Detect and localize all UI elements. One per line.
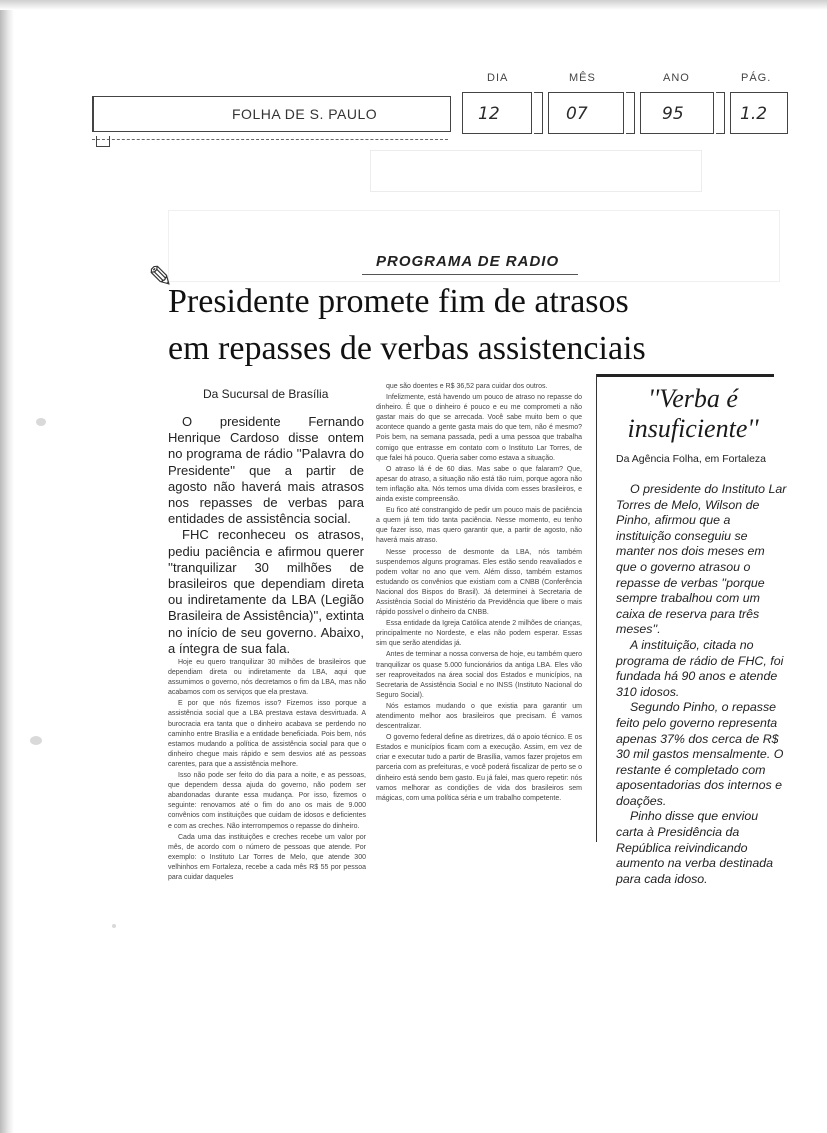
date-month-value: 07 [566,104,588,124]
clipping-stamp-tab [96,136,110,147]
pen-scribble-icon: ✎ [148,261,174,294]
clipping-stamp-underline [92,131,448,140]
sidebar-byline: Da Agência Folha, em Fortaleza [616,453,766,465]
body-paragraph: Isso não pode ser feito do dia para a noite, e as pessoas, que dependem dessa ajuda do governo, não podem ser abandonadas durante essa mudança. Por isso, fizemos o seguinte: renovamos até o fim do ano os mais de 9.000 convênios com instituições que cuidam de idosos e deficientes e com as creches. Não interrompemos o repasse do dinheiro. [168,772,366,830]
body-paragraph: Essa entidade da Igreja Católica atende 2 milhões de crianças, principalmente no Nordeste, e elas não podem esperar. Essas sim que serão atendidas já. [376,620,582,648]
date-month-label: MÊS [566,72,599,84]
body-paragraph: O governo federal define as diretrizes, dá o apoio técnico. E os Estados e municípios ficam com a execução. Assim, em vez de criar e executar tudo a partir de Brasília, vamos fazer projetos em parceria com as prefeituras, e você poderá fiscalizar de perto se o dinheiro está sendo bem gasto. Eu já falei, mas quero repetir: nós vamos melhorar as condições de vida dos brasileiros sem mágicas, com uma política séria e um trabalho competente. [376,734,582,802]
article-headline-line-2: em repasses de verbas assistenciais [168,330,646,367]
body-paragraph: Hoje eu quero tranquilizar 30 milhões de brasileiros que dependiam direta ou indiretamente da LBA, aqui que assumimos o governo, nós decretamos o fim da LBA, mas não acabamos com os serviços que ela prestava. [168,659,366,697]
scan-shadow-top [0,0,827,10]
body-paragraph: Cada uma das instituições e creches recebe um valor por mês, de acordo com o número de pessoas que atende. Por exemplo: o Instituto Lar Torres de Melo, que atende 300 velhinhos em Fortaleza, recebe a cada mês R$ 55 por pessoa para cuidar daqueles [168,833,366,881]
date-day-value: 12 [478,104,500,124]
date-year-label: ANO [660,72,693,84]
article-body-column-2 [376,382,582,887]
body-paragraph: Eu fico até constrangido de pedir um pouco mais de paciência a quem já tem tido tanta paciência. Nesse momento, eu tenho que fazer isso, mas quero garantir que, a partir de agosto, não haverá mais atraso. [376,507,582,545]
stamp-bracket [626,92,635,134]
body-paragraph: O atraso lá é de 60 dias. Mas sabe o que falaram? Que, apesar do atraso, a situação não está tão ruim, porque agora não tem inflação alta. Nós temos uma dívida com esses brasileiros, e ainda existe compreensão. [376,465,582,504]
article-byline: Da Sucursal de Brasília [203,387,329,401]
body-paragraph: que são doentes e R$ 36,52 para cuidar dos outros. [386,383,548,390]
scan-smudge [30,736,42,745]
body-paragraph: Infelizmente, está havendo um pouco de atraso no repasse do dinheiro. É que o dinheiro é pouco e eu me comprometi a não gastar mais do que se arrecada. Você sabe muito bem o que acontece quando a gente gasta mais do que tem, não é mesmo? Pois bem, na semana passada, pedi a uma pessoa que trabalha comigo que entrasse em contato com o Instituto Lar Torres, de que falei há pouco. Queria saber como estava a situação. [376,394,582,462]
sidebar-top-rule [596,374,774,377]
sidebar-body [616,482,788,887]
stamp-bracket [534,92,543,134]
scan-smudge [112,924,116,928]
sidebar-title: ''Verba é insuficiente'' [627,384,759,443]
ghost-bleed-area [168,210,780,282]
ghost-bleed-box [370,150,702,192]
lede-paragraph: O presidente Fernando Henrique Cardoso disse ontem no programa de rádio ''Palavra do Presidente'' que a partir de agosto não haverá mais atrasos nos repasses de verbas para entidades de assistência social. [168,414,364,527]
article-headline-line-1: Presidente promete fim de atrasos [168,283,629,320]
body-paragraph: Nós estamos mudando o que existia para garantir um atendimento melhor aos brasileiros que precisam. É vamos descentralizar. [376,702,582,731]
article-kicker: PROGRAMA DE RADIO [376,253,560,270]
page-number-value: 1.2 [740,104,768,124]
page-number-label: PÁG. [738,72,774,84]
lede-paragraph: FHC reconheceu os atrasos, pediu paciência e afirmou querer ''tranquilizar 30 milhões de brasileiros que dependiam direta ou indiretamente da LBA (Legião Brasileira de Assistência)'', extinta no início de seu governo. Abaixo, a íntegra de sua fala. [168,527,364,656]
date-year-value: 95 [662,104,684,124]
body-paragraph: E por que nós fizemos isso? Fizemos isso porque a assistência social que a LBA prestava estava desvirtuada. A burocracia era tanta que o dinheiro acabava se perdendo no caminho entre Brasília e a entidade beneficiada. Pois bem, nós estamos mudando a política de assistência social para que o dinheiro chegue mais rápido e sem desvios até as pessoas carentes, para que a assistência melhore. [168,700,366,768]
kicker-rule [362,274,578,275]
article-body-column-1 [168,658,366,888]
stamp-bracket [716,92,725,134]
scan-smudge [36,418,46,426]
sidebar-paragraph: O presidente do Instituto Lar Torres de Melo, Wilson de Pinho, afirmou que a instituição conseguiu se manter nos dois meses em que o governo atrasou o repasse de verbas ''porque sempre trabalhou com um caixa de reserva para três meses''. [616,482,787,637]
scan-shadow-left [0,0,14,1133]
body-paragraph: Nesse processo de desmonte da LBA, nós também suspendemos alguns programas. Eles estão sendo reavaliados e podem voltar no ano que vem. Além disso, também estamos estudando os convênios que existiam com a CNBB (Conferência Nacional dos Bispos do Brasil). Já determinei à Secretaria de Assistência Social do Ministério da Previdência que libere o mais rápido possível o dinheiro da CNBB. [376,548,582,617]
sidebar-left-rule [596,374,597,842]
sidebar-paragraph: Segundo Pinho, o repasse feito pelo governo representa apenas 37% dos cerca de R$ 30 mil gastos mensalmente. O restante é completado com aposentadorias dos internos e doações. [616,700,784,808]
date-day-label: DIA [484,72,511,84]
newspaper-masthead: FOLHA DE S. PAULO [232,106,378,122]
sidebar-paragraph: A instituição, citada no programa de rádio de FHC, foi fundada há 90 anos e atende 310 idosos. [616,637,784,699]
sidebar-paragraph: Pinho disse que enviou carta à Presidência da República reivindicando aumento na verba destinada para cada idoso. [616,809,774,886]
body-paragraph: Antes de terminar a nossa conversa de hoje, eu também quero tranquilizar os quase 5.000 funcionários da antiga LBA. Eles vão ser reaproveitados na área social dos Estados e municípios, na Secretaria de Assistência Social e no INSS (Instituto Nacional do Seguro Social). [376,651,582,699]
article-lede [168,414,364,657]
